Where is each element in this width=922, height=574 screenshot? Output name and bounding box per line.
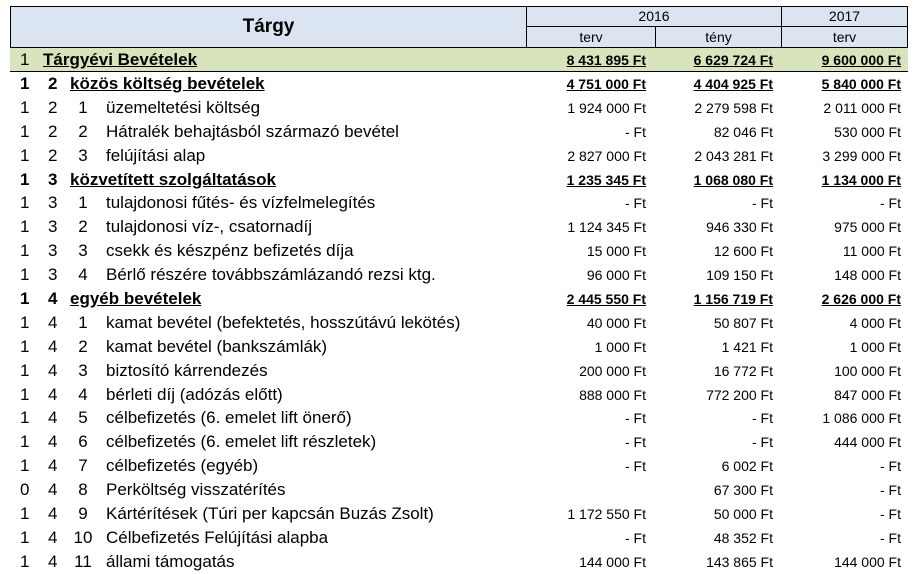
row-label: Célbefizetés Felújítási alapba [106, 527, 329, 547]
table-header [10, 6, 908, 48]
plan-2017-value: 444 000 Ft [834, 434, 901, 451]
row-index-2: 4 [48, 384, 58, 404]
row-label: Perköltség visszatérítés [106, 480, 286, 500]
actual-2016-value: 48 352 Ft [713, 529, 773, 546]
plan-2016-value: 200 000 Ft [579, 362, 646, 379]
row-label: célbefizetés (egyéb) [106, 456, 259, 476]
actual-2016-value: 1 068 080 Ft [693, 171, 773, 188]
row-index-3: 7 [78, 456, 88, 476]
row-label: egyéb bevételek [70, 288, 202, 308]
subject-header: Tárgy [11, 7, 527, 47]
row-label: tulajdonosi fűtés- és vízfelmelegítés [106, 193, 376, 213]
plan-2016-value: 4 751 000 Ft [566, 75, 646, 92]
table-row [10, 311, 908, 335]
row-index-2: 4 [48, 360, 58, 380]
plan-2016-value: 2 827 000 Ft [567, 147, 646, 164]
table-row [10, 335, 908, 359]
plan-2017-value: 11 000 Ft [842, 243, 901, 260]
row-label: tulajdonosi víz-, csatornadíj [106, 217, 312, 237]
year-2017-header: 2017 [782, 7, 907, 27]
row-index-3: 4 [78, 384, 88, 404]
row-index-1: 1 [20, 408, 30, 428]
plan-2016-value: 1 000 Ft [594, 338, 646, 355]
row-label: kamat bevétel (bankszámlák) [106, 336, 328, 356]
plan-2017-value: 2 011 000 Ft [823, 99, 901, 116]
row-index-3: 4 [78, 265, 88, 285]
plan-2017-value: - Ft [880, 505, 901, 522]
plan-2016-value: - Ft [625, 458, 646, 475]
row-index-1: 1 [20, 193, 30, 213]
actual-2016-value: 16 772 Ft [713, 362, 773, 379]
plan-2017-value: 1 000 Ft [849, 338, 901, 355]
plan-2017-value: - Ft [880, 458, 901, 475]
row-index-1: 1 [20, 121, 30, 141]
total-row [10, 48, 908, 72]
row-index-3: 11 [74, 551, 92, 571]
actual-2016-value: - Ft [752, 434, 773, 451]
row-index-1: 1 [20, 551, 30, 571]
row-index-3: 8 [78, 480, 88, 500]
plan-2017-value: 530 000 Ft [834, 123, 901, 140]
actual-2016-value: 2 279 598 Ft [694, 99, 773, 116]
actual-2016-value: 143 865 Ft [706, 553, 773, 570]
actual-2016-header: tény [656, 27, 782, 47]
row-index-1: 1 [20, 49, 30, 69]
row-label: Tárgyévi Bevételek [43, 49, 198, 69]
row-index-2: 3 [48, 193, 58, 213]
section-row [10, 287, 908, 311]
row-index-2: 4 [48, 312, 58, 332]
row-index-1: 1 [20, 336, 30, 356]
row-index-2: 2 [48, 73, 58, 93]
row-label: csekk és készpénz befizetés díja [106, 241, 354, 261]
row-index-2: 4 [48, 432, 58, 452]
plan-2016-value: 144 000 Ft [579, 553, 646, 570]
row-label: bérleti díj (adózás előtt) [106, 384, 283, 404]
row-label: Kártérítések (Túri per kapcsán Buzás Zsolt) [106, 503, 434, 523]
row-index-2: 4 [48, 480, 58, 500]
row-label: célbefizetés (6. emelet lift önerő) [106, 408, 352, 428]
row-index-1: 1 [20, 360, 30, 380]
row-index-1: 1 [20, 97, 30, 117]
plan-2017-value: 975 000 Ft [834, 219, 901, 236]
row-index-1: 1 [20, 241, 30, 261]
row-index-1: 1 [20, 456, 30, 476]
row-index-2: 4 [48, 503, 58, 523]
table-row [10, 526, 908, 550]
row-index-2: 3 [48, 217, 58, 237]
plan-2016-value: 1 924 000 Ft [567, 99, 646, 116]
plan-2016-value: 1 124 345 Ft [567, 219, 646, 236]
plan-2016-value: 888 000 Ft [579, 386, 646, 403]
row-index-1: 1 [20, 503, 30, 523]
table-row [10, 478, 908, 502]
actual-2016-value: 82 046 Ft [713, 123, 773, 140]
plan-2016-value: 2 445 550 Ft [566, 290, 646, 307]
year-2016-header: 2016 [527, 7, 782, 27]
row-index-3: 1 [78, 193, 88, 213]
row-index-2: 3 [48, 241, 58, 261]
plan-2016-value: - Ft [625, 434, 646, 451]
row-index-1: 1 [20, 73, 30, 93]
plan-2016-value: - Ft [625, 410, 646, 427]
row-index-2: 3 [48, 265, 58, 285]
plan-2017-value: 847 000 Ft [834, 386, 901, 403]
actual-2016-value: 50 000 Ft [713, 505, 773, 522]
row-label: biztosító kárrendezés [106, 360, 268, 380]
plan-2017-value: 148 000 Ft [834, 267, 901, 284]
plan-2016-header: terv [527, 27, 656, 47]
row-index-1: 1 [20, 265, 30, 285]
row-index-2: 4 [48, 527, 58, 547]
plan-2017-value: - Ft [880, 482, 901, 499]
actual-2016-value: 109 150 Ft [706, 267, 773, 284]
plan-2017-value: - Ft [880, 195, 901, 212]
row-index-3: 2 [78, 121, 88, 141]
plan-2017-value: 4 000 Ft [849, 314, 901, 331]
row-index-3: 6 [78, 432, 88, 452]
actual-2016-value: 12 600 Ft [713, 243, 773, 260]
table-row [10, 239, 908, 263]
plan-2017-value: 100 000 Ft [834, 362, 901, 379]
table-row [10, 502, 908, 526]
plan-2017-header: terv [832, 29, 857, 45]
row-index-1: 1 [20, 145, 30, 165]
row-index-1: 1 [20, 169, 30, 189]
actual-2016-value: 6 002 Ft [721, 458, 773, 475]
actual-2016-value: 50 807 Ft [713, 314, 773, 331]
row-index-2: 2 [48, 145, 58, 165]
actual-2016-value: - Ft [752, 410, 773, 427]
row-index-1: 1 [20, 312, 30, 332]
row-index-3: 10 [73, 527, 93, 547]
row-label: közös költség bevételek [70, 73, 265, 93]
plan-2016-value: 8 431 895 Ft [566, 51, 646, 68]
actual-2016-value: 2 043 281 Ft [694, 147, 773, 164]
actual-2016-value: 4 404 925 Ft [693, 75, 773, 92]
row-index-2: 4 [48, 456, 58, 476]
row-label: célbefizetés (6. emelet lift részletek) [106, 432, 377, 452]
table-row [10, 96, 908, 120]
plan-2017-value: 1 134 000 Ft [821, 171, 901, 188]
plan-2016-value: 15 000 Ft [586, 243, 646, 260]
table-row [10, 359, 908, 383]
table-row [10, 120, 908, 144]
plan-2016-value: 1 235 345 Ft [566, 171, 646, 188]
row-index-2: 2 [48, 97, 58, 117]
row-index-1: 1 [20, 432, 30, 452]
plan-2017-value: 3 299 000 Ft [822, 147, 901, 164]
plan-2016-value: - Ft [625, 529, 646, 546]
row-label: állami támogatás [106, 551, 235, 571]
table-row [10, 454, 908, 478]
actual-2016-value: - Ft [752, 195, 773, 212]
actual-2016-value: 946 330 Ft [706, 219, 773, 236]
table-row [10, 215, 908, 239]
row-label: felújítási alap [106, 145, 206, 165]
plan-2016-value: - Ft [625, 195, 646, 212]
row-index-1: 1 [20, 217, 30, 237]
row-label: Bérlő részére továbbszámlázandó rezsi ktg. [106, 265, 436, 285]
row-index-1: 1 [20, 384, 30, 404]
row-label: közvetített szolgáltatások [70, 169, 276, 189]
row-index-3: 3 [78, 241, 88, 261]
table-row [10, 550, 908, 574]
section-row [10, 72, 908, 96]
row-label: Hátralék behajtásból származó bevétel [106, 121, 399, 141]
section-row [10, 168, 908, 192]
table-row [10, 430, 908, 454]
row-index-2: 4 [48, 408, 58, 428]
actual-2016-value: 6 629 724 Ft [693, 51, 773, 68]
row-index-1: 1 [20, 527, 30, 547]
plan-2016-value: - Ft [625, 123, 646, 140]
table-body [10, 48, 908, 574]
table-row [10, 191, 908, 215]
plan-2017-value: 1 086 000 Ft [822, 410, 901, 427]
plan-2017-value: - Ft [880, 529, 901, 546]
row-index-2: 4 [48, 288, 58, 308]
row-index-3: 2 [78, 336, 88, 356]
row-index-2: 4 [48, 336, 58, 356]
row-index-3: 5 [78, 408, 88, 428]
table-row [10, 144, 908, 168]
table-row [10, 263, 908, 287]
row-index-1: 0 [20, 480, 30, 500]
row-index-3: 3 [78, 145, 88, 165]
budget-table [10, 6, 908, 574]
row-index-3: 3 [78, 360, 88, 380]
plan-2017-value: 2 626 000 Ft [821, 290, 901, 307]
row-index-3: 9 [78, 503, 88, 523]
row-index-2: 4 [48, 551, 58, 571]
table-row [10, 406, 908, 430]
row-index-2: 2 [48, 121, 58, 141]
actual-2016-value: 772 200 Ft [706, 386, 773, 403]
plan-2016-value: 40 000 Ft [586, 314, 646, 331]
row-label: kamat bevétel (befektetés, hosszútávú lekötés) [106, 312, 461, 332]
row-label: üzemeltetési költség [106, 97, 261, 117]
row-index-3: 1 [78, 97, 88, 117]
row-index-2: 3 [48, 169, 58, 189]
row-index-3: 1 [78, 312, 88, 332]
plan-2017-value: 144 000 Ft [834, 553, 901, 570]
plan-2016-value: 1 172 550 Ft [567, 505, 646, 522]
row-index-1: 1 [20, 288, 30, 308]
plan-2017-value: 9 600 000 Ft [821, 51, 901, 68]
actual-2016-value: 1 421 Ft [721, 338, 773, 355]
plan-2017-value: 5 840 000 Ft [821, 75, 901, 92]
actual-2016-value: 1 156 719 Ft [693, 290, 773, 307]
table-row [10, 383, 908, 407]
plan-2016-value: 96 000 Ft [586, 267, 646, 284]
actual-2016-value: 67 300 Ft [713, 482, 773, 499]
plan-2016-value [526, 478, 646, 502]
row-index-3: 2 [78, 217, 88, 237]
